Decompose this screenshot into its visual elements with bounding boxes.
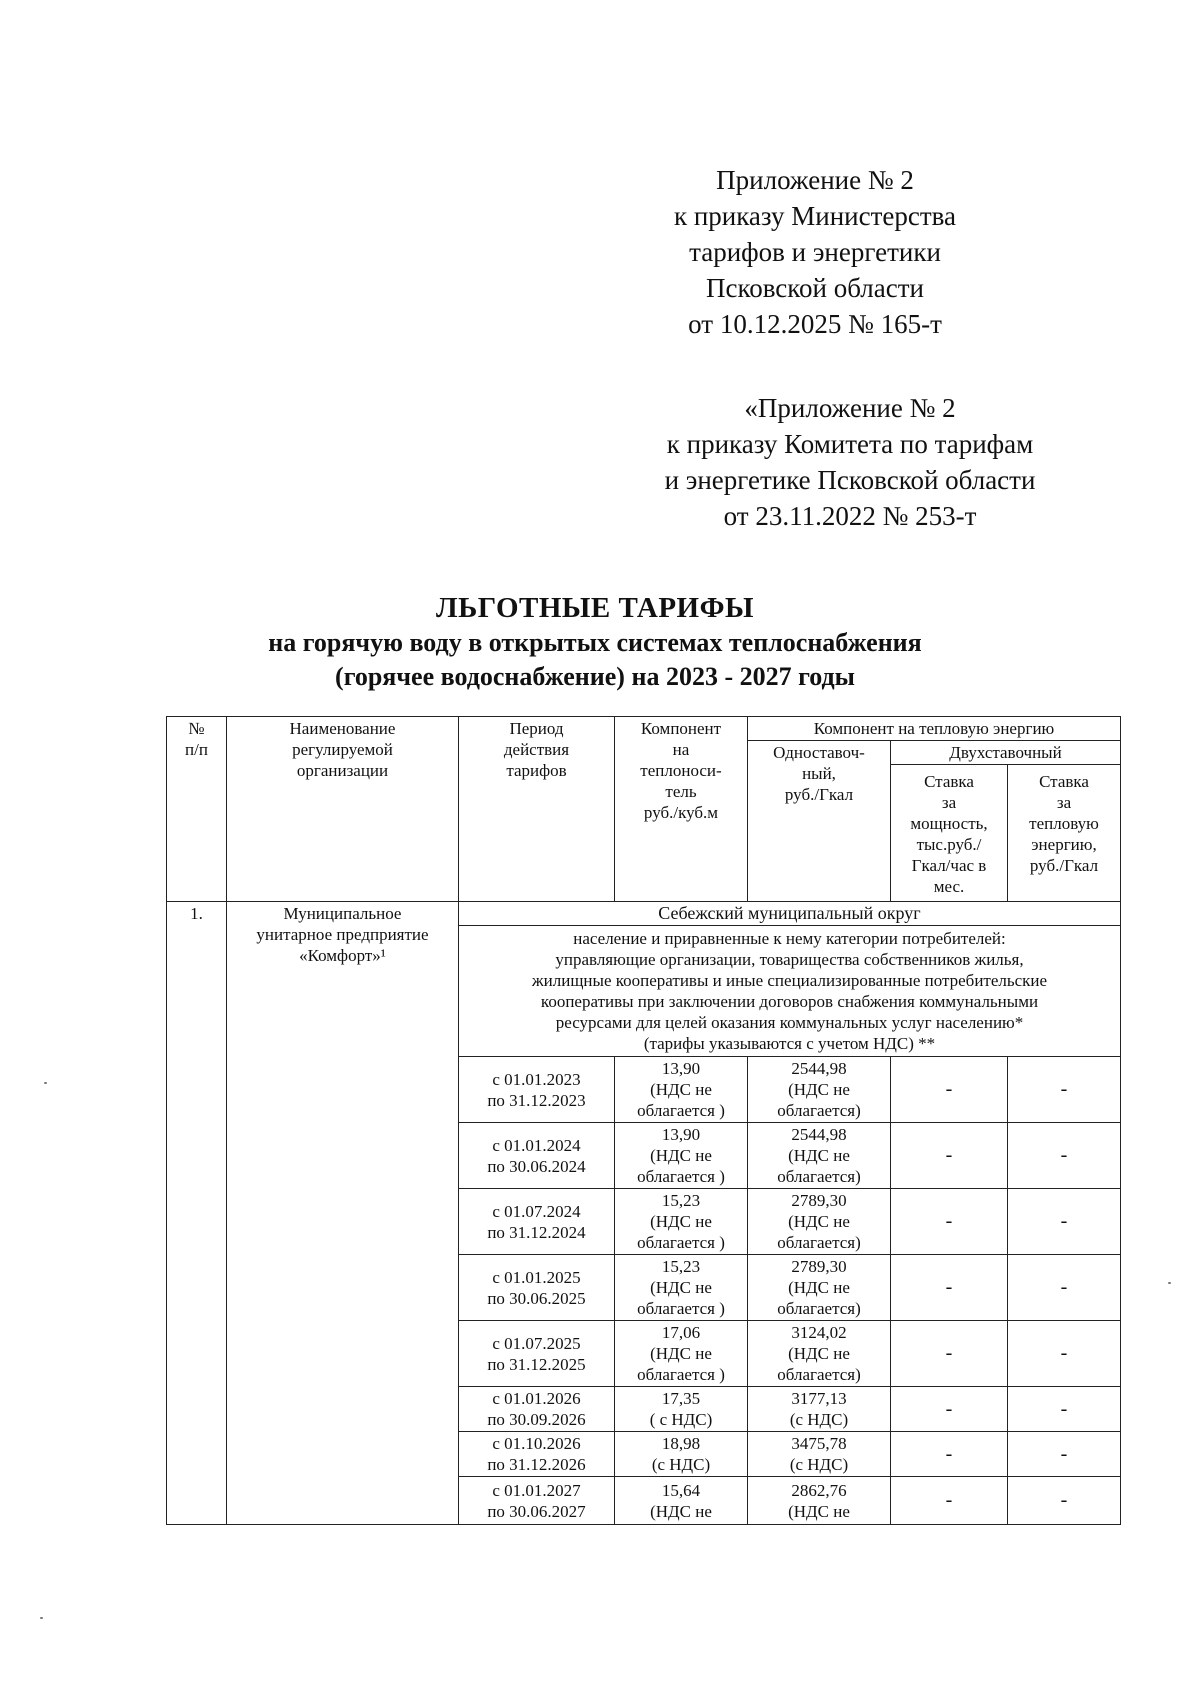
single-rate-value: 2789,30 (НДС не облагается) [748,1255,891,1321]
org-text: унитарное предприятие [256,925,429,944]
tariff-table [166,716,1121,1525]
header-text: руб./куб.м [643,803,719,822]
header-row [167,717,1121,741]
energy-rate-value: - [1008,1321,1121,1387]
district-name: Себежский муниципальный округ [459,902,1121,926]
header-text: Компонент [640,719,722,738]
energy-rate-value: - [1008,1255,1121,1321]
header-carrier [615,717,748,902]
header-text: теплоноси- [640,761,722,780]
carrier-value: 13,90 (НДС не облагается ) [615,1057,748,1123]
single-rate-value: 3475,78 (с НДС) [748,1432,891,1477]
carrier-value: 15,23 (НДС не облагается ) [615,1189,748,1255]
carrier-value: 15,23 (НДС не облагается ) [615,1255,748,1321]
table-row [167,902,1121,926]
tariff-period: с 01.01.2023 по 31.12.2023 [459,1057,615,1123]
header-text: № [188,719,205,738]
header-num [167,717,227,902]
header-org [227,717,459,902]
consumer-text: управляющие организации, товарищества собственников жилья, [555,950,1024,969]
appendix-line: Псковской области [705,273,924,303]
energy-rate-value: - [1008,1432,1121,1477]
tariff-period: с 01.10.2026 по 31.12.2026 [459,1432,615,1477]
header-two-rate: Двухставочный [891,741,1121,765]
tariff-period: с 01.01.2025 по 30.06.2025 [459,1255,615,1321]
appendix-line: и энергетике Псковской области [664,465,1036,495]
org-text: Муниципальное [283,904,402,923]
tariff-period: с 01.07.2025 по 31.12.2025 [459,1321,615,1387]
header-text: энергию, [1031,835,1097,854]
header-period [459,717,615,902]
row-org [227,902,459,1525]
single-rate-value: 2544,98 (НДС не облагается) [748,1057,891,1123]
energy-rate-value: - [1008,1057,1121,1123]
appendix-header-current [660,162,970,342]
header-capacity-rate [891,765,1008,902]
single-rate-value: 2789,30 (НДС не облагается) [748,1189,891,1255]
single-rate-value: 2862,76 (НДС не [748,1477,891,1525]
appendix-line: к приказу Министерства [673,201,957,231]
appendix-line: от 23.11.2022 № 253-т [723,501,977,531]
header-single-rate [748,741,891,902]
energy-rate-value: - [1008,1477,1121,1525]
carrier-value: 13,90 (НДС не облагается ) [615,1123,748,1189]
header-text: тарифов [506,761,567,780]
carrier-value: 17,06 (НДС не облагается ) [615,1321,748,1387]
header-thermal-group: Компонент на тепловую энергию [748,717,1121,741]
single-rate-value: 2544,98 (НДС не облагается) [748,1123,891,1189]
capacity-rate-value: - [891,1321,1008,1387]
carrier-value: 17,35 ( с НДС) [615,1387,748,1432]
header-text: организации [296,761,389,780]
capacity-rate-value: - [891,1057,1008,1123]
header-text: мощность, [910,814,988,833]
document-title [180,590,1010,694]
header-text: Гкал/час в [911,856,987,875]
capacity-rate-value: - [891,1255,1008,1321]
consumer-text: ресурсами для целей оказания коммунальных услуг населению* [555,1013,1024,1032]
tariff-period: с 01.07.2024 по 31.12.2024 [459,1189,615,1255]
header-text: Период [509,719,564,738]
capacity-rate-value: - [891,1387,1008,1432]
scan-speck [1168,1282,1171,1284]
capacity-rate-value: - [891,1189,1008,1255]
energy-rate-value: - [1008,1123,1121,1189]
energy-rate-value: - [1008,1189,1121,1255]
consumer-category [459,926,1121,1057]
appendix-header-original [630,390,1070,534]
header-text: за [1056,793,1072,812]
carrier-value: 15,64 (НДС не [615,1477,748,1525]
capacity-rate-value: - [891,1432,1008,1477]
header-text: действия [503,740,570,759]
capacity-rate-value: - [891,1123,1008,1189]
header-text: руб./Гкал [1029,856,1099,875]
appendix-line: тарифов и энергетики [689,237,941,267]
consumer-text: кооперативы при заключении договоров снабжения коммунальными [540,992,1039,1011]
header-text: Ставка [1039,772,1089,791]
appendix-line: «Приложение № 2 [744,393,956,423]
carrier-value: 18,98 (с НДС) [615,1432,748,1477]
scan-speck [40,1617,43,1619]
appendix-line: к приказу Комитета по тарифам [666,429,1034,459]
header-text: руб./Гкал [784,785,854,804]
appendix-line: от 10.12.2025 № 165-т [688,309,942,339]
header-text: за [941,793,957,812]
header-text: регулируемой [292,740,393,759]
row-num: 1. [167,902,227,1525]
title-line: (горячее водоснабжение) на 2023 - 2027 годы [335,662,855,691]
capacity-rate-value: - [891,1477,1008,1525]
header-text: Ставка [924,772,974,791]
tariff-period: с 01.01.2027 по 30.06.2027 [459,1477,615,1525]
header-text: тепловую [1029,814,1099,833]
header-text: тыс.руб./ [916,835,982,854]
header-text: тель [665,782,697,801]
tariff-period: с 01.01.2026 по 30.09.2026 [459,1387,615,1432]
title-main: ЛЬГОТНЫЕ ТАРИФЫ [435,592,755,624]
header-text: мес. [933,877,965,896]
org-text: «Комфорт»¹ [299,946,386,965]
title-line: на горячую воду в открытых системах теплоснабжения [268,628,922,657]
energy-rate-value: - [1008,1387,1121,1432]
header-text: п/п [185,740,208,759]
header-text: ный, [802,764,836,783]
appendix-line: Приложение № 2 [716,165,914,195]
scan-speck [44,1082,47,1084]
consumer-text: жилищные кооперативы и иные специализированные потребительские [531,971,1048,990]
header-text: Наименование [289,719,396,738]
consumer-text: население и приравненные к нему категории потребителей: [573,929,1006,948]
consumer-text: (тарифы указываются с учетом НДС) ** [643,1034,936,1053]
header-text: Одноставоч- [773,743,865,762]
header-text: на [672,740,690,759]
single-rate-value: 3124,02 (НДС не облагается) [748,1321,891,1387]
header-energy-rate [1008,765,1121,902]
tariff-period: с 01.01.2024 по 30.06.2024 [459,1123,615,1189]
single-rate-value: 3177,13 (с НДС) [748,1387,891,1432]
